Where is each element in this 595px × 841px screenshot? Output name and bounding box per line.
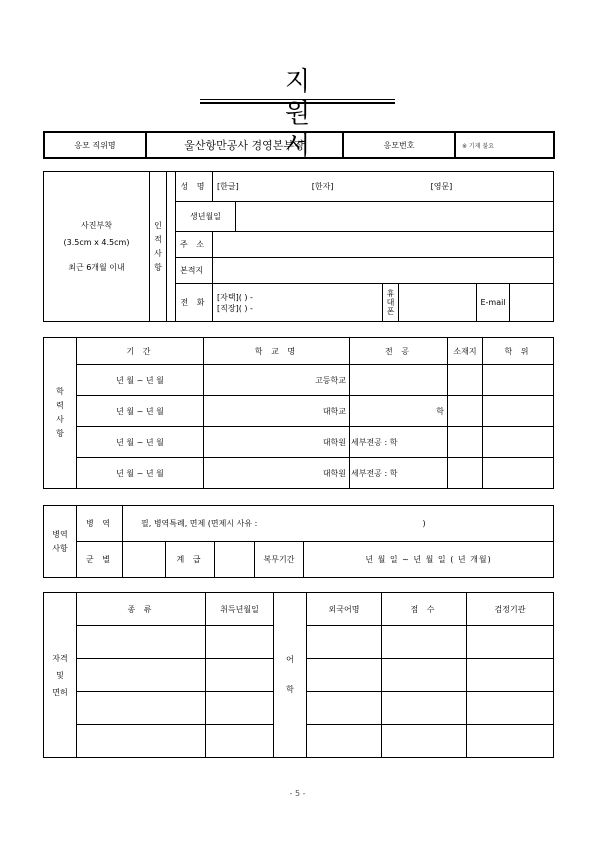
spacer-column — [167, 172, 176, 322]
name-english-label: [영문] — [430, 182, 453, 191]
license-table — [43, 592, 554, 758]
edu-major[interactable]: 학 — [350, 396, 448, 427]
title-text: 지 원 서 — [284, 67, 351, 161]
photo-size: (3.5cm x 4.5cm) — [63, 238, 130, 247]
email-label: E-mail — [477, 284, 510, 322]
license-kind-field[interactable] — [77, 626, 206, 659]
birth-field[interactable] — [236, 202, 554, 232]
language-score-header: 점 수 — [382, 593, 467, 626]
license-date-field[interactable] — [206, 692, 274, 725]
edu-school[interactable]: 고등학교 — [204, 365, 350, 396]
personal-section-label: 인 적 사 항 — [150, 172, 167, 322]
phone-home: [자택]( ) - — [217, 292, 253, 302]
name-field[interactable] — [213, 172, 554, 202]
edu-major[interactable]: 세부전공 : 학 — [350, 458, 448, 489]
photo-recency: 최근 6개월 이내 — [68, 263, 125, 272]
name-hanja-label: [한자] — [311, 182, 334, 191]
edu-major[interactable]: 세부전공 : 학 — [350, 427, 448, 458]
edu-degree[interactable] — [483, 365, 554, 396]
edu-period[interactable]: 년 월 ~ 년 월 — [77, 396, 204, 427]
edu-degree[interactable] — [483, 458, 554, 489]
language-agency-header: 검정기관 — [467, 593, 554, 626]
edu-header-degree: 학 위 — [483, 338, 554, 365]
position-label: 응모 직위명 — [44, 132, 146, 158]
language-name-field[interactable] — [307, 692, 382, 725]
origin-field[interactable] — [213, 258, 554, 284]
edu-major[interactable] — [350, 365, 448, 396]
birth-label: 생년월일 — [176, 202, 236, 232]
email-field[interactable] — [510, 284, 554, 322]
license-kind-field[interactable] — [77, 725, 206, 758]
military-section-label: 병역 사항 — [44, 506, 77, 578]
edu-header-location: 소재지 — [448, 338, 483, 365]
language-name-field[interactable] — [307, 659, 382, 692]
phone-field[interactable] — [213, 284, 383, 322]
edu-degree[interactable] — [483, 427, 554, 458]
language-score-field[interactable] — [382, 659, 467, 692]
title-underline-thick — [200, 102, 395, 104]
language-name-field[interactable] — [307, 626, 382, 659]
edu-school[interactable]: 대학원 — [204, 458, 350, 489]
name-korean-label: [한글] — [217, 182, 239, 191]
language-agency-field[interactable] — [467, 725, 554, 758]
edu-location[interactable] — [448, 458, 483, 489]
origin-label: 본적지 — [176, 258, 213, 284]
phone-work: [직장]( ) - — [217, 303, 253, 313]
mobile-label: 휴 대 폰 — [383, 284, 399, 322]
edu-header-major: 전 공 — [350, 338, 448, 365]
edu-period[interactable]: 년 월 ~ 년 월 — [77, 458, 204, 489]
edu-school[interactable]: 대학원 — [204, 427, 350, 458]
military-type-options: 필, 병역특례, 면제 (면제시 사유 : — [141, 519, 258, 528]
language-score-field[interactable] — [382, 626, 467, 659]
name-label: 성 명 — [176, 172, 213, 202]
education-section-label: 학 력 사 항 — [44, 338, 77, 489]
application-number-note[interactable]: ※ 기재 불요 — [455, 132, 554, 158]
address-label: 주 소 — [176, 232, 213, 258]
license-date-header: 취득년월일 — [206, 593, 274, 626]
edu-degree[interactable] — [483, 396, 554, 427]
application-number-label: 응모번호 — [343, 132, 455, 158]
photo-area[interactable] — [44, 172, 150, 322]
military-table — [43, 505, 554, 578]
edu-header-period: 기 간 — [77, 338, 204, 365]
edu-header-school: 학 교 명 — [204, 338, 350, 365]
license-date-field[interactable] — [206, 626, 274, 659]
language-agency-field[interactable] — [467, 692, 554, 725]
edu-period[interactable]: 년 월 ~ 년 월 — [77, 365, 204, 396]
license-kind-field[interactable] — [77, 659, 206, 692]
edu-school[interactable]: 대학교 — [204, 396, 350, 427]
language-score-field[interactable] — [382, 725, 467, 758]
education-table — [43, 337, 554, 489]
edu-location[interactable] — [448, 427, 483, 458]
edu-period[interactable]: 년 월 ~ 년 월 — [77, 427, 204, 458]
military-period-field[interactable]: 년 월 일 ~ 년 월 일 ( 년 개월) — [304, 542, 554, 578]
edu-location[interactable] — [448, 396, 483, 427]
language-section-label: 어 학 — [274, 593, 307, 758]
military-branch-field[interactable] — [123, 542, 166, 578]
license-date-field[interactable] — [206, 659, 274, 692]
photo-label: 사진부착 — [81, 221, 112, 230]
position-value: 울산항만공사 경영본부장 — [146, 132, 343, 158]
language-name-field[interactable] — [307, 725, 382, 758]
military-period-label: 복무기간 — [255, 542, 304, 578]
military-rank-label: 계 급 — [166, 542, 215, 578]
page-number: - 5 - — [289, 789, 306, 798]
header-table — [43, 131, 555, 159]
language-name-header: 외국어명 — [307, 593, 382, 626]
address-field[interactable] — [213, 232, 554, 258]
language-agency-field[interactable] — [467, 659, 554, 692]
military-type-label: 병 역 — [77, 506, 123, 542]
military-type-field[interactable] — [123, 506, 554, 542]
license-kind-field[interactable] — [77, 692, 206, 725]
military-rank-field[interactable] — [215, 542, 255, 578]
language-score-field[interactable] — [382, 692, 467, 725]
license-section-label: 자격 및 면허 — [44, 593, 77, 758]
military-type-close: ) — [422, 519, 426, 528]
phone-label: 전 화 — [176, 284, 213, 322]
edu-location[interactable] — [448, 365, 483, 396]
language-agency-field[interactable] — [467, 626, 554, 659]
license-kind-header: 종 류 — [77, 593, 206, 626]
license-date-field[interactable] — [206, 725, 274, 758]
title-underline — [200, 99, 395, 100]
military-branch-label: 군 별 — [77, 542, 123, 578]
mobile-field[interactable] — [399, 284, 477, 322]
personal-info-table — [43, 171, 554, 322]
